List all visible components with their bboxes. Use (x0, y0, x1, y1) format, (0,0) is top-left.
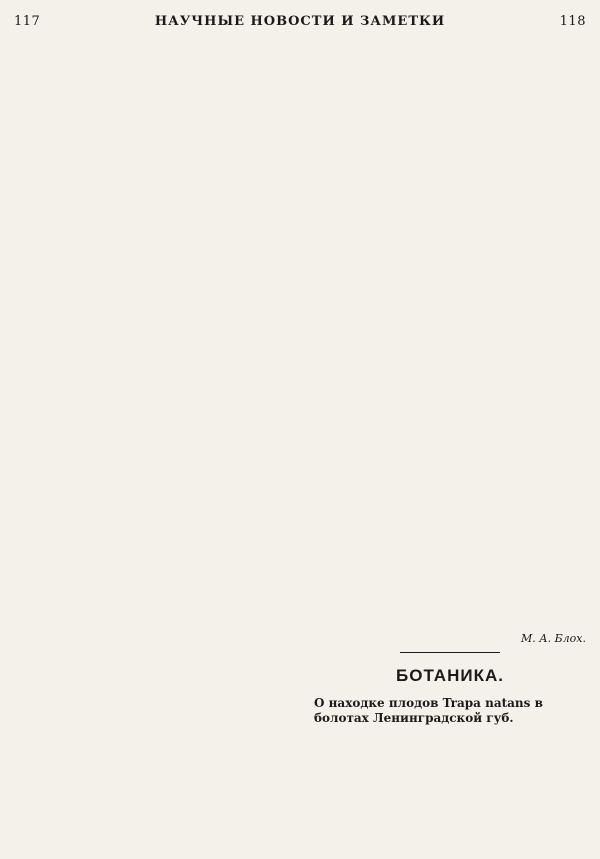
running-title: НАУЧНЫЕ НОВОСТИ И ЗАМЕТКИ (154, 14, 446, 29)
section-divider (400, 652, 500, 653)
author-signature: М. А. Блох. (521, 632, 586, 645)
running-header (14, 14, 586, 29)
note-heading: О находке плодов Trapa natans в болотах Ленинградской губ. (314, 696, 543, 725)
page-number-left: 117 (14, 14, 41, 29)
section-title: БОТАНИКА. (396, 666, 504, 685)
page-number-right: 118 (559, 14, 586, 29)
